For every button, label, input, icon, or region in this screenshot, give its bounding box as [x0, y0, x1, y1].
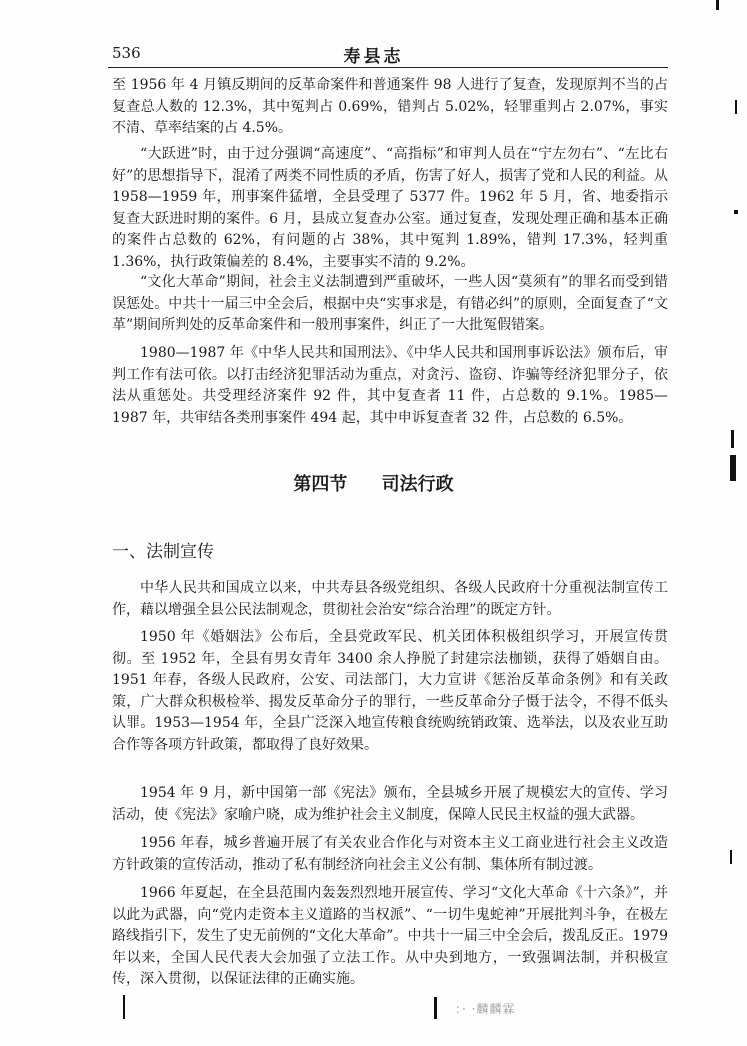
scan-edge-mark [716, 0, 719, 10]
scan-stamp: ：· ·麟麟霖 [455, 1002, 516, 1016]
scan-edge-mark [734, 210, 738, 214]
header-rule [108, 67, 668, 68]
paragraph: 1954 年 9 月，新中国第一部《宪法》颁布，全县城乡开展了规模宏大的宣传、学习活动，使《宪法》家喻户晓，成为维护社会主义制度，保障人民民主权益的强大武器。 [112, 785, 668, 823]
scan-edge-mark [123, 995, 125, 1019]
page-number: 536 [112, 44, 141, 62]
paragraph: 1980—1987 年《中华人民共和国刑法》、《中华人民共和国刑事诉讼法》颁布后，审判工作有法可依。以打击经济犯罪活动为重点，对贪污、盗窃、诈骗等经济犯罪分子，依法从重惩处。共受理经济案件 92 件，其中复查者 11 件，占总数的 9.1%。1985—1987 年，共审结各类刑事案件 494 起，其中申诉复查者 32 件，占总数的 6.5%。 [112, 345, 668, 426]
scan-edge-mark [735, 100, 737, 114]
section-heading [0, 470, 747, 496]
paragraph: 至 1956 年 4 月镇反期间的反革命案件和普通案件 98 人进行了复查，发现原判不当的占复查总人数的 12.3%，其中冤判占 0.69%，错判占 5.02%，轻罪重判占 2.07%，事实不清、草率结案的占 4.5%。 [112, 77, 668, 136]
section-number: 第四节 [293, 474, 348, 495]
section-title: 司法行政 [381, 474, 454, 495]
running-title: 寿县志 [343, 47, 404, 67]
scan-edge-mark [730, 850, 732, 864]
paragraph: 1950 年《婚姻法》公布后，全县党政军民、机关团体积极组织学习，开展宣传贯彻。至 1952 年，全县有男女青年 3400 余人挣脱了封建宗法枷锁，获得了婚姻自由。1951 年春，各级人民政府，公安、司法部门，大力宣讲《惩治反革命条例》和有关政策，广大群众积极检举、揭发反革命分子的罪行，一些反革命分子慑于法令，不得不低头认罪。1953—1954 年，全县广泛深入地宣传粮食统购统销政策、选举法，以及农业互助合作等各项方针政策，都取得了良好效果。 [112, 629, 668, 753]
scan-edge-mark [731, 430, 734, 448]
paragraph: 1966 年夏起，在全县范围内轰轰烈烈地开展宣传、学习“文化大革命《十六条》”，并以此为武器，向“党内走资本主义道路的当权派”、“一切牛鬼蛇神”开展批判斗争，在极左路线指引下，发生了史无前例的“文化大革命”。中共十一届三中全会后，拨乱反正。1979 年以来，全国人民代表大会加强了立法工作。从中央到地方，一致强调法制，并积极宣传，深入贯彻，以保证法律的正确实施。 [112, 885, 668, 987]
paragraph: 中华人民共和国成立以来，中共寿县各级党组织、各级人民政府十分重视法制宣传工作，藉以增强全县公民法制观念，贯彻社会治安“综合治理”的既定方针。 [112, 580, 668, 618]
scan-edge-mark [434, 997, 437, 1019]
scan-edge-mark [730, 455, 736, 481]
subsection-heading: 一、法制宣传 [112, 542, 214, 562]
paragraph: “大跃进”时，由于过分强调“高速度”、“高指标”和审判人员在“宁左勿右”、“左比右好”的思想指导下，混淆了两类不同性质的矛盾，伤害了好人，损害了党和人民的利益。从 1958—1959 年，刑事案件猛增，全县受理了 5377 件。1962 年 5 月，省、地委指示复查大跃进时期的案件。6 月，县成立复查办公室。通过复查，发现处理正确和基本正确的案件占总数的 62%，有问题的占 38%，其中冤判 1.89%，错判 17.3%，轻判重 1.36%，执行政策偏差的 8.4%，主要事实不清的 9.2%。 [112, 146, 668, 270]
paragraph: “文化大革命”期间，社会主义法制遭到严重破坏，一些人因“莫须有”的罪名而受到错误惩处。中共十一届三中全会后，根据中央“实事求是，有错必纠”的原则，全面复查了“文革”期间所判处的反革命案件和一般刑事案件，纠正了一大批冤假错案。 [112, 274, 668, 333]
paragraph: 1956 年春，城乡普遍开展了有关农业合作化与对资本主义工商业进行社会主义改造方针政策的宣传活动，推动了私有制经济向社会主义公有制、集体所有制过渡。 [112, 835, 668, 873]
